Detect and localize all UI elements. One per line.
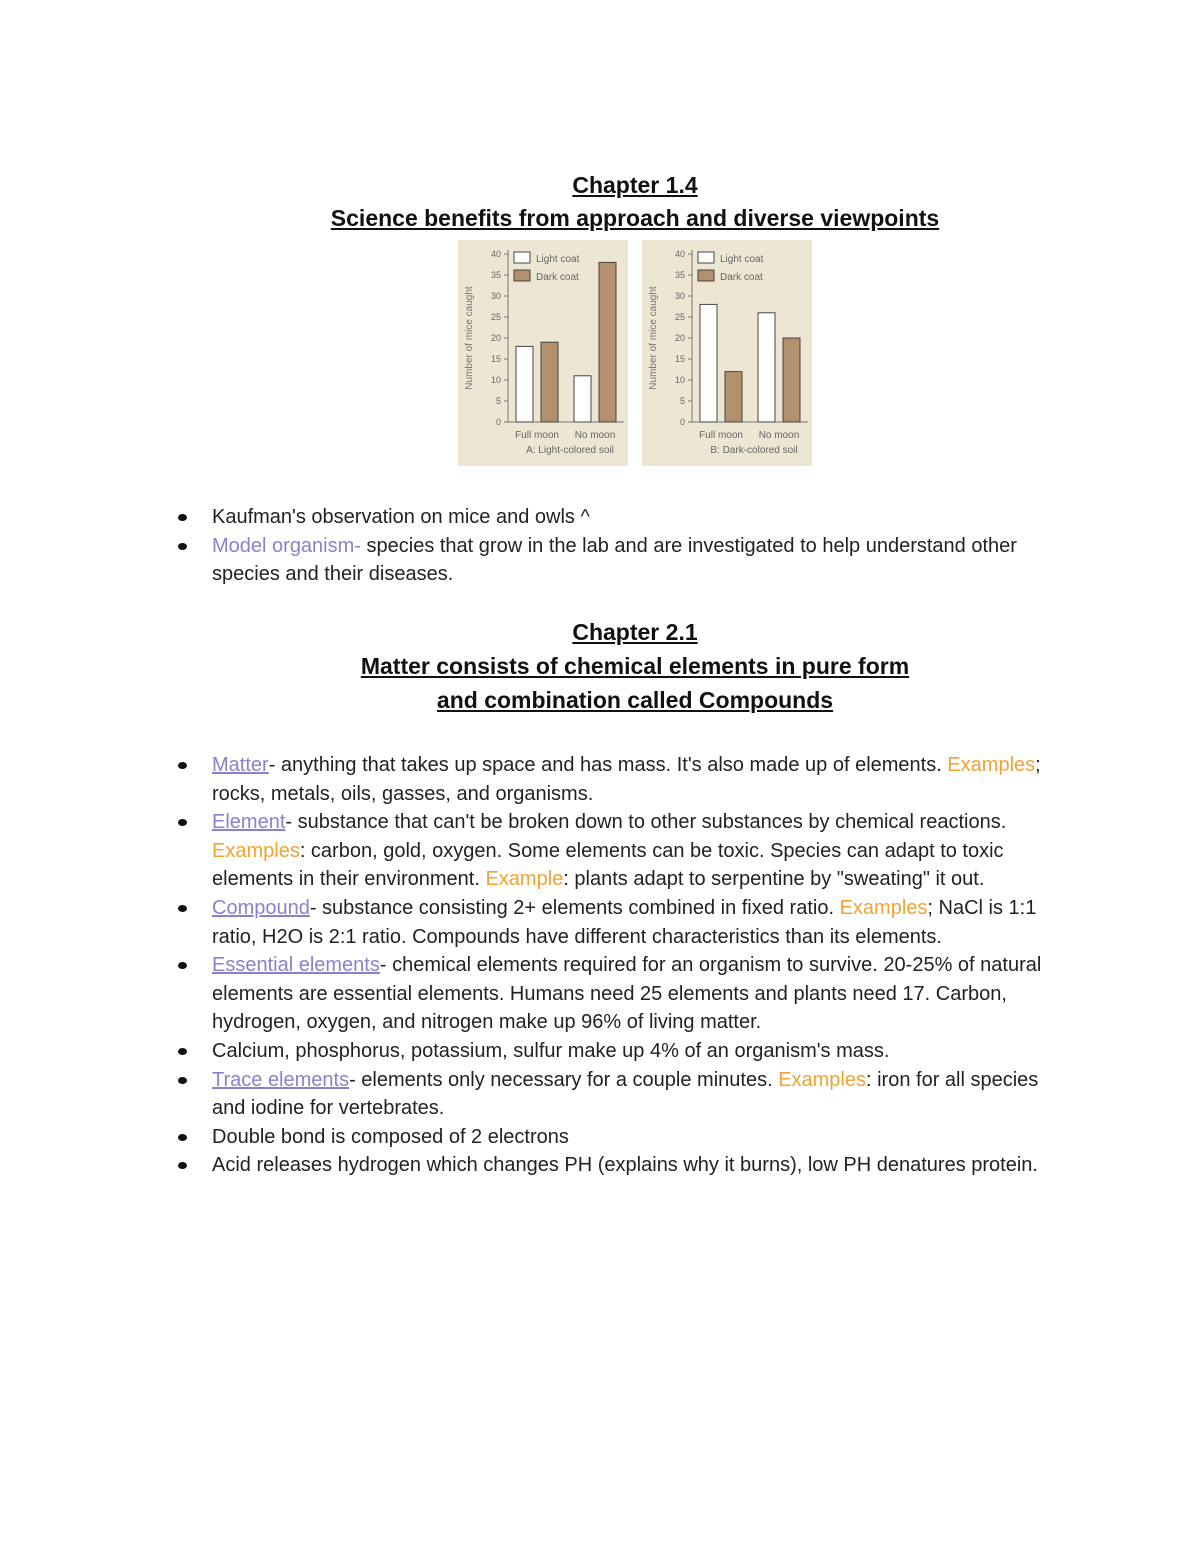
bullet-icon <box>178 819 187 826</box>
bullet-icon <box>178 1048 187 1055</box>
y-axis-label: Number of mice caught <box>648 286 659 390</box>
bar-light-0 <box>700 304 717 422</box>
chart-light-soil <box>458 240 628 466</box>
y-tick-label: 10 <box>674 375 685 385</box>
term-trace-elements: Trace elements <box>212 1068 350 1091</box>
chart-dark-soil <box>642 240 812 466</box>
y-tick-label: 20 <box>490 333 501 343</box>
bullet-icon <box>178 514 187 521</box>
x-tick-label: Full moon <box>515 430 559 441</box>
legend-swatch-1 <box>698 270 714 281</box>
term-matter: Matter <box>212 754 269 776</box>
legend-swatch-0 <box>514 252 530 263</box>
y-tick-label: 15 <box>674 354 685 364</box>
term-compound: Compound <box>212 896 310 919</box>
x-axis-label: B: Dark-colored soil <box>710 445 798 456</box>
chapter-2-1-title: Chapter 2.1 <box>572 619 698 645</box>
chapter-1-4-notes <box>176 503 1076 589</box>
term-model-organism: Model organism- <box>212 534 361 557</box>
legend-label: Dark coat <box>536 272 579 283</box>
y-tick-label: 5 <box>679 396 685 406</box>
legend-swatch-0 <box>698 252 714 263</box>
bullet-icon <box>178 1134 187 1141</box>
x-tick-label: No moon <box>574 430 616 441</box>
bar-light-1 <box>758 313 775 422</box>
y-tick-label: 35 <box>490 270 501 280</box>
y-tick-label: 0 <box>495 417 501 427</box>
list-item: Kaufman's observation on mice and owls ^ <box>176 503 1076 532</box>
y-tick-label: 25 <box>490 312 501 322</box>
list-item: Trace elements- elements only necessary for a couple minutes. Examples: iron for all species and iodine for vertebrates. <box>176 1066 1076 1123</box>
chapter-2-1-subtitle-line1: Matter consists of chemical elements in pure form <box>360 653 910 679</box>
examples-label: Examples <box>947 754 1036 776</box>
y-tick-label: 15 <box>490 354 501 364</box>
y-tick-label: 20 <box>674 333 685 343</box>
term-essential-elements: Essential elements <box>212 954 380 977</box>
list-item: Essential elements- chemical elements required for an organism to survive. 20-25% of natural elements are essential elements. Humans need 25 elements and plants need 17. Carbon, hydrogen, oxygen, and nitrogen make up 96% of living matter. <box>176 951 1076 1037</box>
bullet-icon <box>178 543 187 550</box>
bullet-icon <box>178 762 187 769</box>
chapter-2-1-notes <box>176 751 1076 1180</box>
list-item: Matter- anything that takes up space and has mass. It's also made up of elements. Examples; rocks, metals, oils, gasses, and organisms. <box>176 751 1076 808</box>
mice-owl-charts <box>458 240 818 468</box>
list-item: Calcium, phosphorus, potassium, sulfur make up 4% of an organism's mass. <box>176 1037 1076 1066</box>
bullet-icon <box>178 1162 187 1169</box>
legend-swatch-1 <box>514 270 530 281</box>
y-tick-label: 35 <box>674 270 685 280</box>
bullet-icon <box>178 962 187 969</box>
y-tick-label: 40 <box>490 249 501 259</box>
examples-label: Examples <box>778 1068 866 1091</box>
examples-label: Examples <box>212 839 300 862</box>
x-axis-label: A: Light-colored soil <box>526 445 614 456</box>
bar-light-0 <box>516 346 533 422</box>
bar-dark-1 <box>599 262 616 422</box>
x-tick-label: Full moon <box>699 430 743 441</box>
y-tick-label: 30 <box>674 291 685 301</box>
bullet-icon <box>178 1077 187 1084</box>
y-axis-label: Number of mice caught <box>464 286 475 390</box>
y-tick-label: 0 <box>679 417 685 427</box>
bar-dark-1 <box>783 338 800 422</box>
y-tick-label: 25 <box>674 312 685 322</box>
list-item: Element- substance that can't be broken down to other substances by chemical reactions. Examples: carbon, gold, oxygen. Some elements can be toxic. Species can adapt to toxic elements in their environment. Example: plants adapt to serpentine by "sweating" it out. <box>176 808 1076 894</box>
chapter-1-4-subtitle: Science benefits from approach and diverse viewpoints <box>330 205 940 231</box>
bullet-icon <box>178 905 187 912</box>
list-item: Double bond is composed of 2 electrons <box>176 1123 1076 1152</box>
legend-label: Light coat <box>536 254 580 265</box>
y-tick-label: 30 <box>490 291 501 301</box>
y-tick-label: 5 <box>495 396 501 406</box>
x-tick-label: No moon <box>758 430 800 441</box>
list-item: Model organism- species that grow in the lab and are investigated to help understand other species and their diseases. <box>176 532 1076 589</box>
legend-label: Light coat <box>720 254 764 265</box>
y-tick-label: 40 <box>674 249 685 259</box>
bar-dark-0 <box>541 342 558 422</box>
y-tick-label: 10 <box>490 375 501 385</box>
legend-label: Dark coat <box>720 272 763 283</box>
list-item: Acid releases hydrogen which changes PH (explains why it burns), low PH denatures protein. <box>176 1151 1076 1180</box>
bar-dark-0 <box>725 372 742 422</box>
list-item: Compound- substance consisting 2+ elements combined in fixed ratio. Examples; NaCl is 1:1 ratio, H2O is 2:1 ratio. Compounds have different characteristics than its elements. <box>176 894 1076 951</box>
examples-label: Examples <box>839 896 928 919</box>
chapter-1-4-title: Chapter 1.4 <box>572 172 698 198</box>
example-label: Example <box>485 868 564 891</box>
bar-light-1 <box>574 376 591 422</box>
chapter-2-1-subtitle-line2: and combination called Compounds <box>436 687 834 713</box>
term-element: Element <box>212 811 286 834</box>
